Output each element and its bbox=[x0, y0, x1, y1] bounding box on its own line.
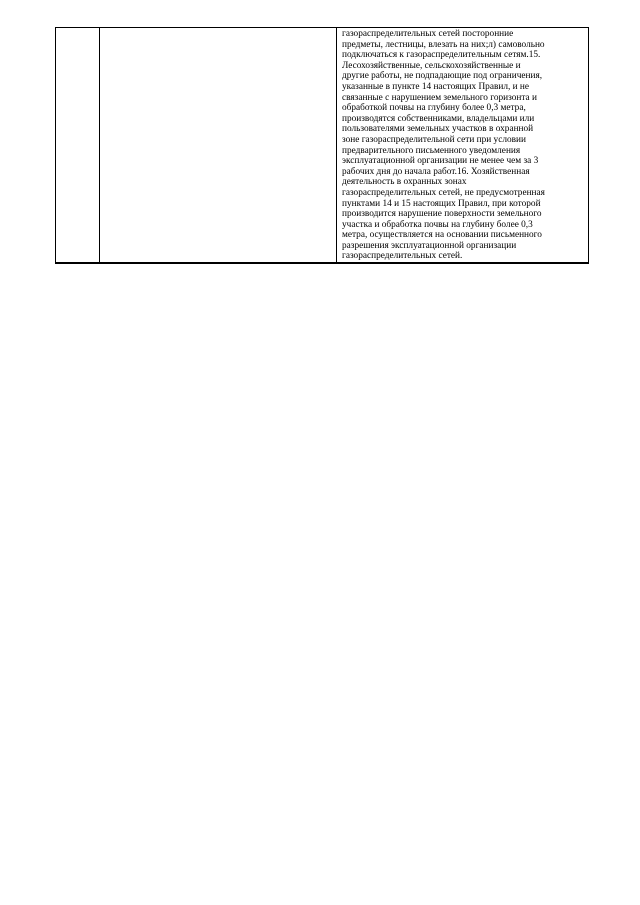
text-line: зоне газораспределительной сети при условии bbox=[342, 134, 526, 145]
text-line: другие работы, не подпадающие под ограничения, bbox=[342, 71, 543, 82]
cell-text bbox=[56, 28, 99, 29]
text-line: производятся собственниками, владельцами или bbox=[342, 113, 535, 124]
text-line: Лесохозяйственные, сельскохозяйственные и bbox=[342, 60, 521, 71]
text-line: газораспределительных сетей посторонние bbox=[342, 29, 514, 39]
text-line: метра, осуществляется на основании письменного bbox=[342, 230, 542, 241]
table-cell-number bbox=[56, 28, 100, 264]
description-text bbox=[337, 28, 588, 262]
table-row bbox=[56, 28, 589, 264]
text-line: производится нарушение поверхности земельного bbox=[342, 209, 542, 220]
text-line: разрешения эксплуатационной организации bbox=[342, 240, 517, 251]
text-line: подключаться к газораспределительным сетям.15. bbox=[342, 50, 541, 61]
text-line: газораспределительных сетей, не предусмотренная bbox=[342, 187, 545, 198]
text-line: предварительного письменного уведомления bbox=[342, 145, 521, 156]
text-line: указанные в пункте 14 настоящих Правил, и не bbox=[342, 81, 530, 92]
table-cell-name bbox=[100, 28, 337, 264]
text-line: предметы, лестницы, влезать на них;л) самовольно bbox=[342, 39, 545, 50]
text-line: рабочих дня до начала работ.16. Хозяйственная bbox=[342, 166, 530, 177]
text-line: эксплуатационной организации не менее чем за 3 bbox=[342, 156, 539, 167]
text-line: пользователями земельных участков в охранной bbox=[342, 124, 534, 135]
text-line: деятельность в охранных зонах bbox=[342, 177, 467, 188]
text-line: пунктами 14 и 15 настоящих Правил, при которой bbox=[342, 198, 541, 209]
text-line: связанные с нарушением земельного горизонта и bbox=[342, 92, 537, 103]
cell-text bbox=[100, 28, 336, 29]
text-line: газораспределительных сетей. bbox=[342, 251, 463, 262]
text-line: обработкой почвы на глубину более 0,3 метра, bbox=[342, 103, 526, 114]
document-table bbox=[55, 27, 589, 264]
text-line: участка и обработка почвы на глубину более 0,3 bbox=[342, 219, 533, 230]
table-cell-description bbox=[337, 28, 589, 264]
